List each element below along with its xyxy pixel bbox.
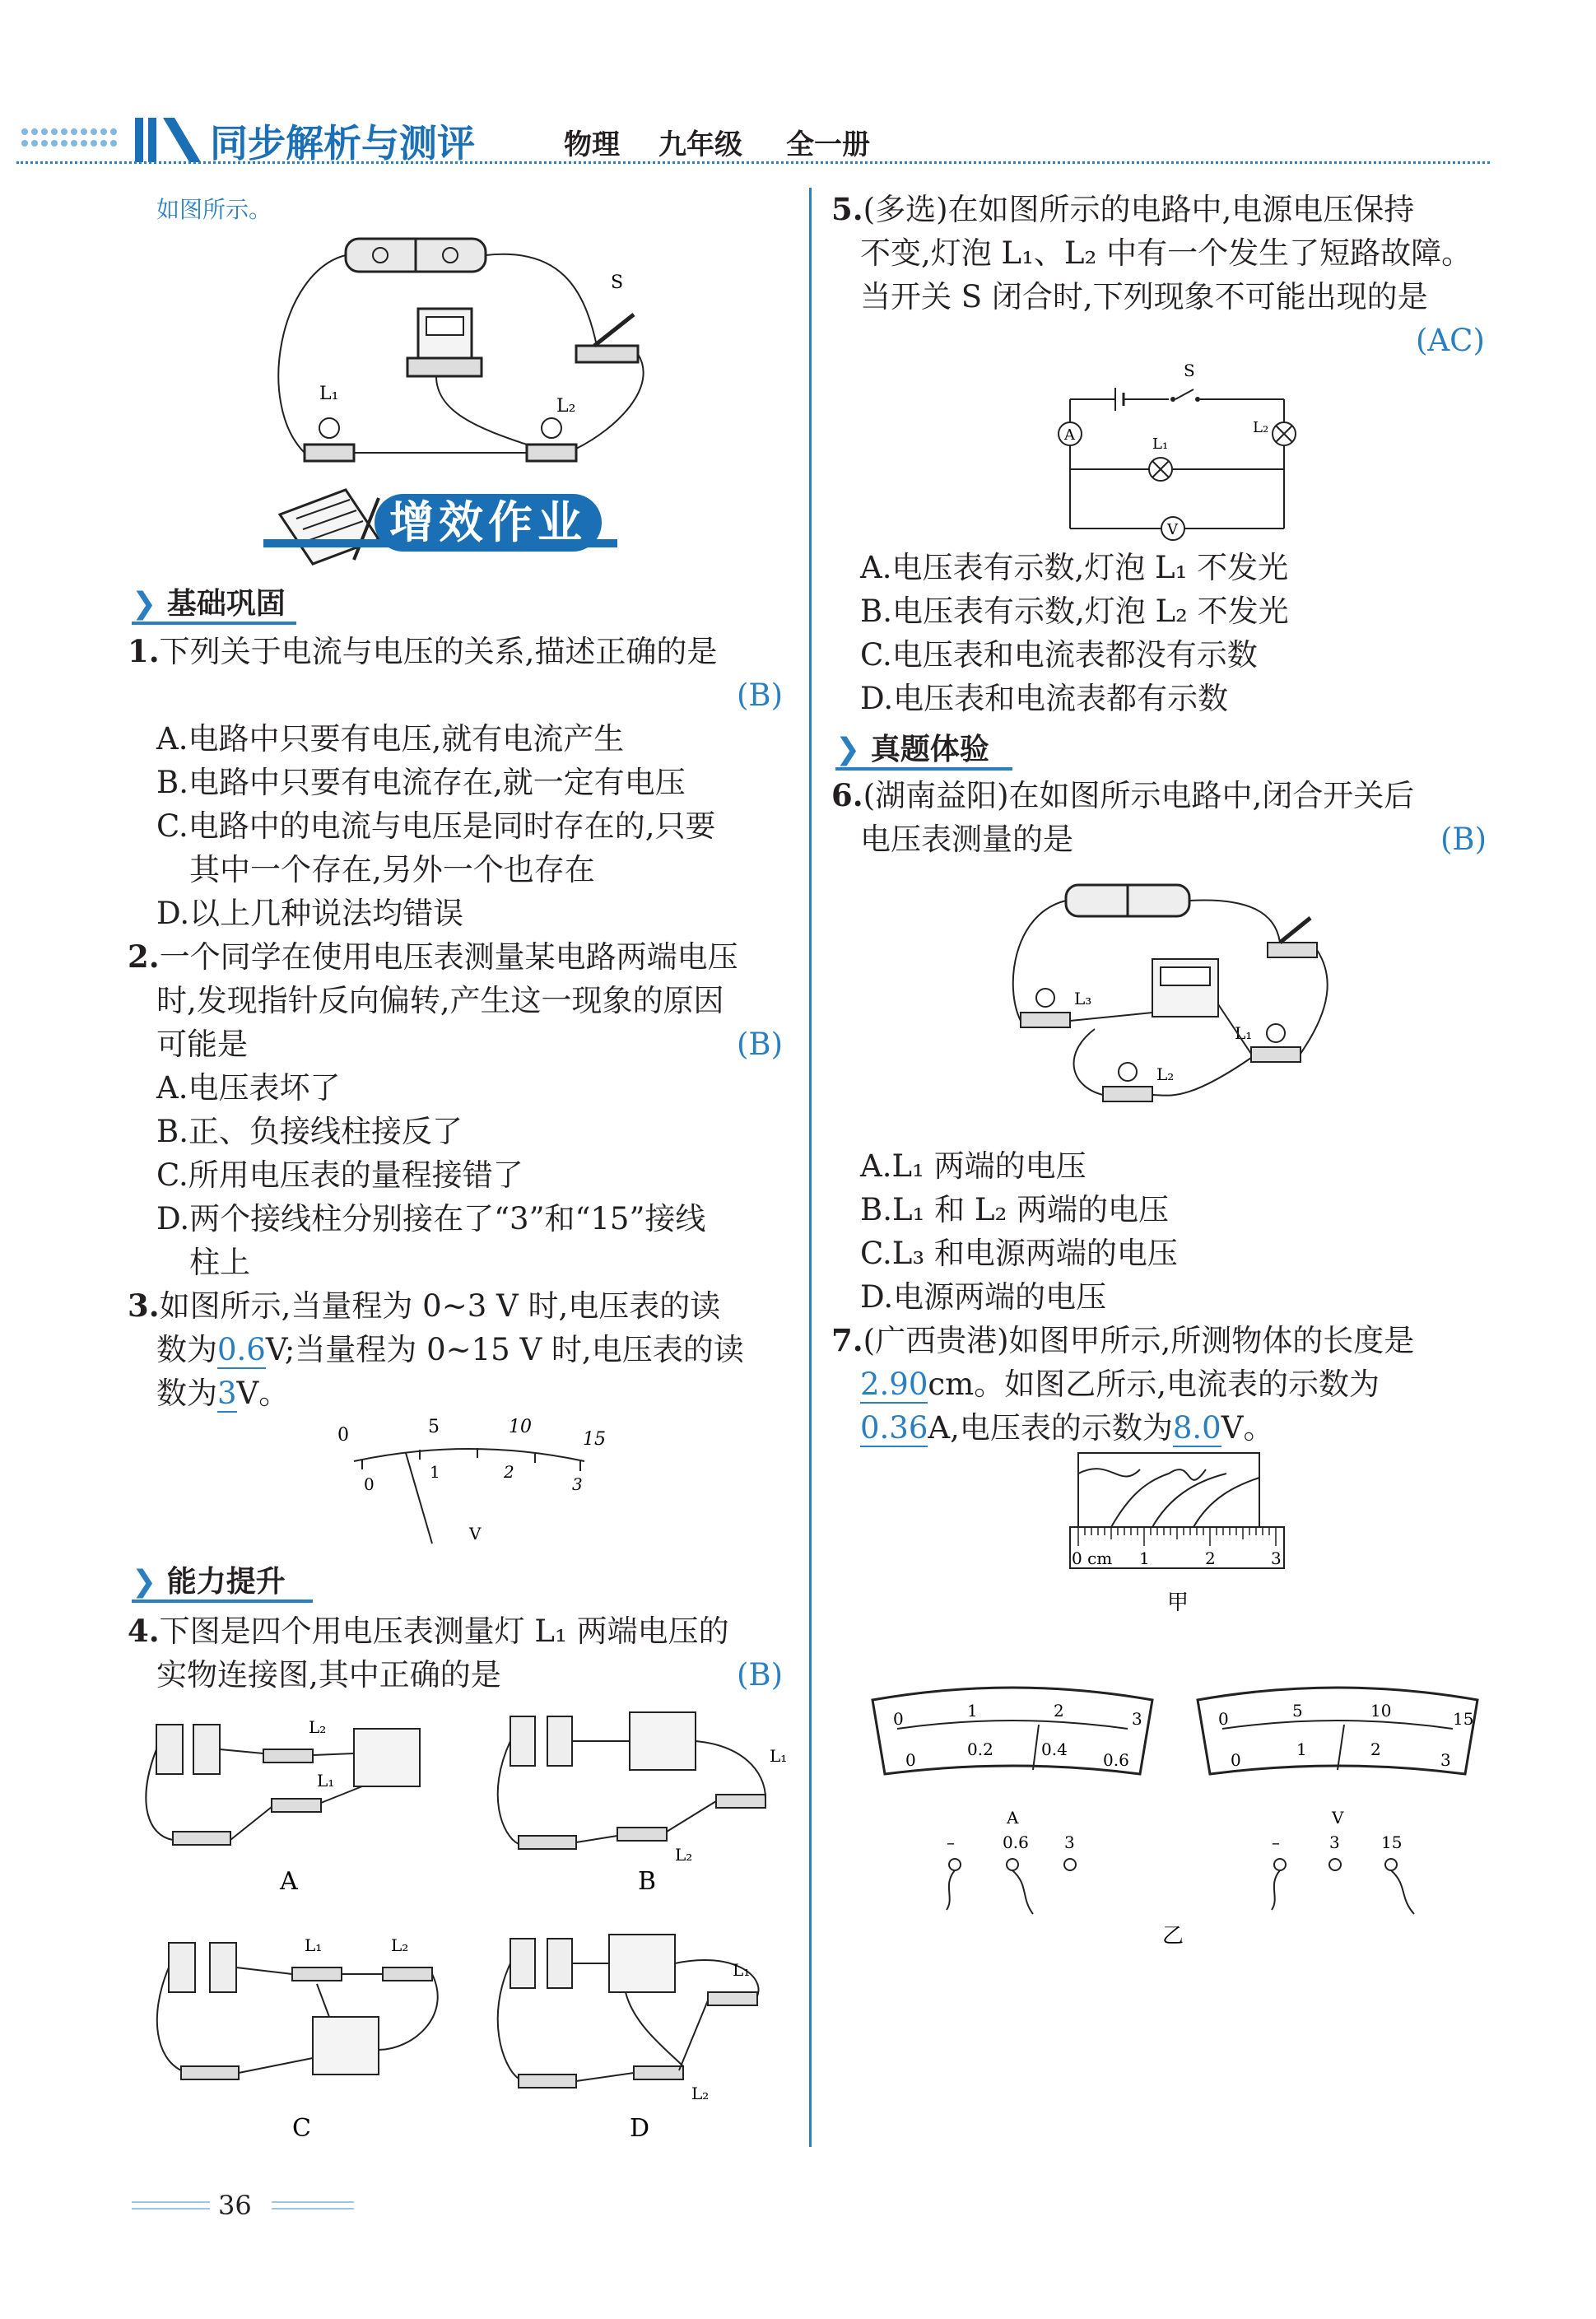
q7-meters-figure	[864, 1679, 1490, 1951]
header-grade: 九年级	[658, 128, 742, 161]
q2-option-b: B.正、负接线柱接反了	[156, 1114, 463, 1149]
q3-answer-2: 3	[217, 1376, 237, 1411]
q6	[831, 774, 1487, 861]
q7-ammeter-unit: A	[1007, 1808, 1019, 1828]
q1-option-b: B.电路中只要有电流存在,就一定有电压	[156, 765, 686, 800]
q7-v-bottom-0: 0	[1231, 1750, 1241, 1770]
q5-option-b: B.电压表有示数,灯泡 L₂ 不发光	[860, 594, 1289, 629]
q3-needle	[406, 1453, 432, 1544]
q7-line1: (广西贵港)如图甲所示,所测物体的长度是	[863, 1323, 1415, 1358]
q3-bottom-1: 1	[430, 1462, 440, 1482]
q5-voltmeter-symbol: V	[1167, 521, 1178, 538]
q7-v-top-0: 0	[1218, 1709, 1229, 1729]
q4-figure-d	[498, 1935, 759, 2143]
q3-answer-1: 0.6	[217, 1332, 266, 1367]
section-basic-icon: ❯	[132, 587, 157, 621]
q4-label-c: C	[292, 2114, 311, 2143]
column-divider	[809, 188, 812, 2147]
q3-bottom-0: 0	[364, 1474, 375, 1494]
section-ability-bar	[132, 1600, 313, 1603]
q5-answer: (AC)	[1416, 323, 1485, 358]
q4-label-d: D	[630, 2114, 650, 2143]
q4-label-b: B	[638, 1867, 657, 1896]
q7	[831, 1319, 1414, 1450]
q4-b-label-l1: L₁	[770, 1746, 788, 1766]
q2-option-d2: 柱上	[189, 1245, 250, 1280]
q1-num: 1.	[128, 633, 160, 669]
q7-voltmeter-term-neg: –	[1272, 1832, 1280, 1852]
q1-option-c1: C.电路中的电流与电压是同时存在的,只要	[156, 808, 716, 844]
q7-a-top-3: 3	[1132, 1709, 1142, 1729]
q6-option-d: D.电源两端的电压	[860, 1279, 1107, 1315]
q7-figure-label-2: 乙	[1162, 1924, 1184, 1949]
q7-figure-label-1: 甲	[1167, 1590, 1189, 1614]
q3-line2b: V;当量程为 0~15 V 时,电压表的读	[265, 1332, 744, 1367]
q4-b-label-l2: L₂	[675, 1845, 693, 1865]
q4-a-label-l2: L₂	[309, 1717, 327, 1737]
q7-ruler-figure	[1062, 1449, 1292, 1614]
q7-a-top-0: 0	[893, 1709, 904, 1729]
header-logo-icon	[132, 111, 206, 169]
section-ability-icon: ❯	[132, 1565, 157, 1599]
q7-voltmeter	[1198, 1688, 1477, 1914]
q4-line2: 实物连接图,其中正确的是	[156, 1657, 501, 1693]
q4-answer: (B)	[737, 1657, 784, 1693]
q5-option-a: A.电压表有示数,灯泡 L₁ 不发光	[860, 550, 1289, 585]
q5-option-d: D.电压表和电流表都有示数	[860, 681, 1229, 716]
q7-voltmeter-term-15: 15	[1381, 1832, 1403, 1852]
q7-a-top-2: 2	[1054, 1701, 1064, 1721]
q4-figure-a	[146, 1717, 420, 1896]
footer-rule-left	[132, 2201, 210, 2210]
q3	[128, 1284, 744, 1415]
q6-label-l2: L₂	[1156, 1064, 1175, 1084]
q6-circuit-figure	[1004, 864, 1350, 1128]
q7-answer-1: 2.90	[860, 1367, 928, 1402]
footer-rule-right	[272, 2201, 354, 2210]
lamp-label-l1: L₁	[319, 384, 339, 404]
q2-num: 2.	[128, 938, 160, 975]
section-ability	[132, 1558, 286, 1600]
q7-v-bottom-1: 1	[1296, 1739, 1307, 1759]
q3-voltmeter-dial	[329, 1412, 609, 1556]
q5-options	[860, 546, 1289, 720]
q7-v-top-5: 5	[1292, 1701, 1303, 1721]
q5-circuit-schematic	[1037, 358, 1317, 543]
q4-figure-b	[498, 1712, 788, 1896]
banner-pencil-icon	[272, 482, 387, 572]
q1-option-d: D.以上几种说法均错误	[156, 896, 464, 931]
section-ability-title: 能力提升	[166, 1565, 286, 1599]
q6-num: 6.	[831, 777, 863, 813]
page-number: 36	[218, 2190, 252, 2221]
q2	[128, 935, 784, 1284]
q3-line2a: 数为	[156, 1332, 217, 1367]
intro-circuit-figure	[272, 222, 667, 494]
q3-top-5: 5	[428, 1417, 440, 1437]
q4-num: 4.	[128, 1613, 160, 1649]
q2-option-a: A.电压表坏了	[156, 1070, 341, 1106]
switch-label-s: S	[611, 272, 624, 293]
q7-ammeter-term-3: 3	[1064, 1832, 1075, 1852]
q3-line3b: V。	[236, 1376, 290, 1411]
header-rule	[16, 161, 1490, 164]
q2-line3: 可能是	[156, 1027, 248, 1062]
q3-line3a: 数为	[156, 1376, 217, 1411]
q7-ammeter-term-06: 0.6	[1003, 1832, 1029, 1852]
q2-answer: (B)	[737, 1027, 784, 1062]
q6-answer: (B)	[1440, 822, 1487, 857]
q7-a-bottom-3: 0.6	[1103, 1750, 1129, 1770]
header-subject: 物理	[564, 128, 620, 161]
q7-v-top-15: 15	[1453, 1709, 1474, 1729]
section-basic	[132, 580, 286, 622]
q7-a-bottom-0: 0	[905, 1750, 916, 1770]
q4-d-label-l2: L₂	[691, 2084, 710, 2103]
q7-ammeter-term-neg: –	[947, 1832, 955, 1852]
header-dots-icon	[16, 123, 132, 156]
q2-option-d1: D.两个接线柱分别接在了“3”和“15”接线	[156, 1201, 706, 1236]
q4-c-label-l1: L₁	[305, 1935, 323, 1955]
q7-answer-2: 0.36	[860, 1410, 928, 1446]
section-real-icon: ❯	[835, 733, 861, 766]
q7-ruler-1: 1	[1139, 1548, 1150, 1568]
q6-options	[860, 1144, 1178, 1319]
q6-option-b: B.L₁ 和 L₂ 两端的电压	[860, 1192, 1170, 1227]
q7-line3a: A,电压表的示数为	[928, 1410, 1173, 1446]
banner-title	[375, 494, 613, 552]
q1-answer: (B)	[737, 678, 784, 713]
q7-ruler-3: 3	[1271, 1548, 1282, 1568]
q7-ruler-0: 0 cm	[1072, 1548, 1113, 1568]
header-title: 同步解析与测评	[210, 121, 475, 165]
q5-lamp-l1-label: L₁	[1152, 435, 1169, 453]
q3-meter-unit: V	[469, 1524, 482, 1544]
q3-line1: 如图所示,当量程为 0~3 V 时,电压表的读	[159, 1288, 721, 1324]
q5-ammeter-symbol: A	[1064, 426, 1075, 444]
q7-answer-3: 8.0	[1172, 1410, 1221, 1446]
q6-line2: 电压表测量的是	[860, 822, 1073, 857]
q2-line1: 一个同学在使用电压表测量某电路两端电压	[159, 939, 738, 975]
q4-d-label-l1: L₁	[733, 1960, 751, 1980]
q7-v-top-10: 10	[1370, 1701, 1392, 1721]
q3-top-15: 15	[583, 1429, 606, 1450]
q5-switch-label: S	[1184, 361, 1195, 380]
q3-top-10: 10	[509, 1417, 532, 1437]
q3-bottom-2: 2	[504, 1462, 514, 1482]
q5-line3: 当开关 S 闭合时,下列现象不可能出现的是	[860, 279, 1428, 314]
footer	[132, 2190, 362, 2223]
q3-bottom-3: 3	[572, 1474, 583, 1494]
q5-line2: 不变,灯泡 L₁、L₂ 中有一个发生了短路故障。	[860, 235, 1473, 271]
q4-a-label-l1: L₁	[317, 1771, 335, 1790]
q1-option-a: A.电路中只要有电压,就有电流产生	[156, 721, 625, 757]
q4-figure-c	[157, 1935, 438, 2143]
q7-voltmeter-unit: V	[1332, 1808, 1344, 1828]
q3-num: 3.	[128, 1288, 160, 1324]
q1	[128, 630, 783, 935]
q3-top-0: 0	[337, 1425, 349, 1446]
q4-c-label-l2: L₂	[391, 1935, 409, 1955]
q7-v-bottom-3: 3	[1440, 1750, 1451, 1770]
lamp-label-l2: L₂	[556, 396, 576, 417]
q2-option-c: C.所用电压表的量程接错了	[156, 1157, 523, 1193]
q4	[128, 1609, 784, 1697]
section-real	[835, 726, 989, 768]
q5-line1: (多选)在如图所示的电路中,电源电压保持	[863, 192, 1415, 227]
q6-line1: (湖南益阳)在如图所示电路中,闭合开关后	[863, 778, 1415, 813]
q7-voltmeter-term-3: 3	[1329, 1832, 1340, 1852]
q5-num: 5.	[831, 191, 863, 227]
q6-label-l3: L₃	[1074, 989, 1092, 1008]
q1-stem: 下列关于电流与电压的关系,描述正确的是	[159, 634, 718, 669]
q4-line1: 下图是四个用电压表测量灯 L₁ 两端电压的	[159, 1614, 729, 1649]
q5-option-c: C.电压表和电流表都没有示数	[860, 637, 1258, 673]
q4-figures	[140, 1704, 807, 2149]
q5	[831, 188, 1485, 362]
q7-ruler-2: 2	[1205, 1548, 1216, 1568]
section-real-title: 真题体验	[870, 733, 989, 766]
q4-label-a: A	[280, 1867, 298, 1896]
q7-v-bottom-2: 2	[1370, 1739, 1381, 1759]
banner-text: 增效作业	[375, 494, 602, 552]
q6-option-a: A.L₁ 两端的电压	[860, 1148, 1086, 1184]
q2-line2: 时,发现指针反向偏转,产生这一现象的原因	[156, 983, 724, 1018]
q7-a-top-1: 1	[967, 1701, 978, 1721]
q6-option-c: C.L₃ 和电源两端的电压	[860, 1236, 1178, 1271]
intro-caption: 如图所示。	[156, 196, 272, 223]
header-volume: 全一册	[786, 128, 870, 161]
q7-num: 7.	[831, 1322, 863, 1358]
q7-a-bottom-2: 0.4	[1041, 1739, 1068, 1759]
section-basic-title: 基础巩固	[166, 587, 286, 621]
q7-line2b: cm。如图乙所示,电流表的示数为	[928, 1367, 1380, 1402]
q7-line3b: V。	[1221, 1410, 1274, 1446]
q7-ammeter	[872, 1688, 1152, 1914]
q6-label-l1: L₁	[1235, 1023, 1253, 1043]
section-basic-bar	[132, 622, 296, 625]
q1-option-c2: 其中一个存在,另外一个也存在	[189, 852, 595, 887]
q7-a-bottom-1: 0.2	[967, 1739, 993, 1759]
section-real-bar	[835, 767, 1012, 771]
q5-lamp-l2-label: L₂	[1253, 419, 1269, 436]
